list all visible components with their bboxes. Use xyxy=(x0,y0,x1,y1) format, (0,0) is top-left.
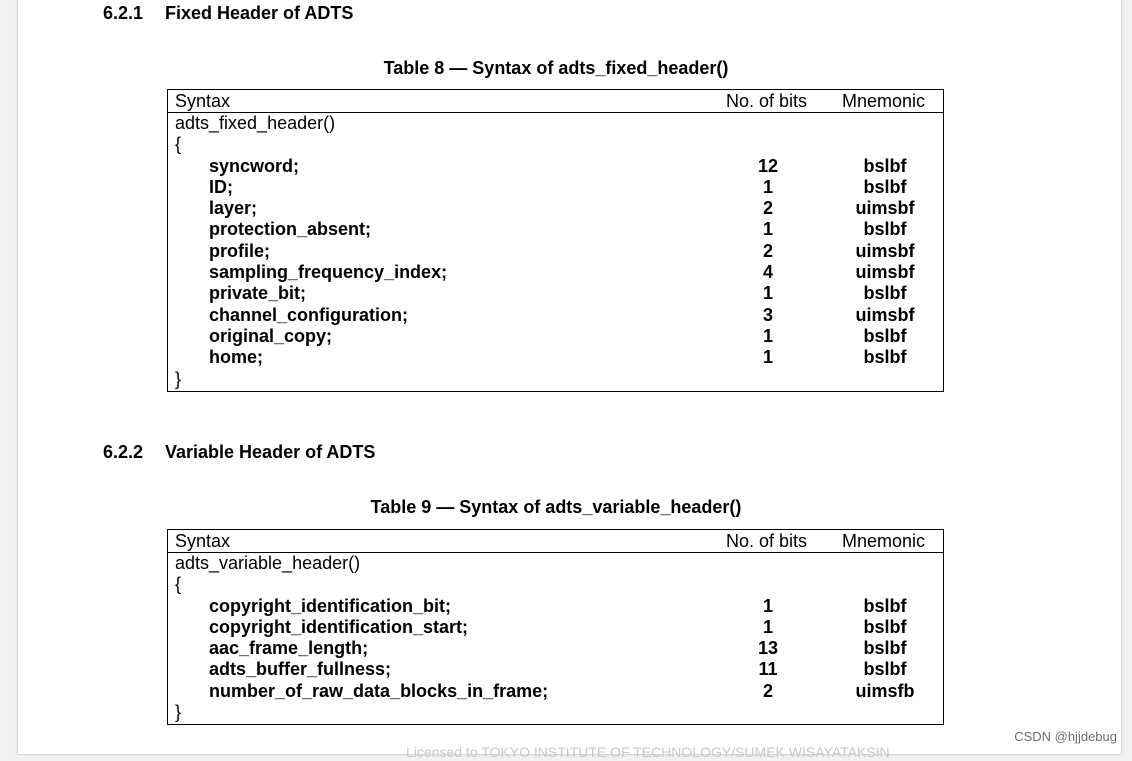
mnemonic: bslbf xyxy=(863,176,907,197)
table-row xyxy=(168,283,943,304)
bit-count: 12 xyxy=(757,155,779,176)
field-name: aac_frame_length; xyxy=(209,638,369,659)
bit-count: 2 xyxy=(762,680,773,701)
table-row xyxy=(168,617,943,638)
open-brace: { xyxy=(175,574,182,595)
bit-count: 1 xyxy=(762,616,773,637)
mnemonic: bslbf xyxy=(863,219,907,240)
table-row xyxy=(168,241,943,262)
field-name: syncword; xyxy=(209,155,300,176)
field-name: private_bit; xyxy=(209,283,307,304)
open-brace: { xyxy=(175,134,182,155)
function-name: adts_fixed_header() xyxy=(175,113,336,133)
mnemonic: uimsbf xyxy=(855,240,915,261)
bit-count: 11 xyxy=(758,659,778,680)
mnemonic: bslbf xyxy=(863,347,907,368)
field-name: home; xyxy=(209,347,263,368)
mnemonic: uimsbf xyxy=(855,198,915,219)
field-name: original_copy; xyxy=(209,325,333,346)
bit-count: 13 xyxy=(757,638,779,659)
table-caption-fixed: Table 8 — Syntax of adts_fixed_header() xyxy=(383,58,729,78)
field-name: ID; xyxy=(209,176,233,197)
table-row xyxy=(168,156,943,177)
field-name: copyright_identification_start; xyxy=(209,616,469,637)
document-page xyxy=(18,0,1121,760)
mnemonic: bslbf xyxy=(863,325,907,346)
mnemonic: bslbf xyxy=(863,283,907,304)
section-title: Fixed Header of ADTS xyxy=(165,3,354,23)
syntax-table-variable xyxy=(167,529,944,725)
table-header-row xyxy=(168,90,943,113)
mnemonic: bslbf xyxy=(863,638,907,659)
mnemonic: bslbf xyxy=(863,595,907,616)
bit-count: 1 xyxy=(762,219,773,240)
mnemonic: uimsfb xyxy=(855,680,915,701)
table-header-row xyxy=(168,530,943,553)
section-title: Variable Header of ADTS xyxy=(165,442,376,462)
header-mnemonic: Mnemonic xyxy=(842,531,926,551)
section-number: 6.2.2 xyxy=(103,442,144,462)
bit-count: 1 xyxy=(762,283,773,304)
table-body xyxy=(168,553,943,723)
mnemonic: uimsbf xyxy=(855,304,915,325)
close-brace-line xyxy=(168,702,943,723)
bit-count: 1 xyxy=(762,347,773,368)
function-signature-line xyxy=(168,553,943,574)
table-row xyxy=(168,659,943,680)
bit-count: 1 xyxy=(762,325,773,346)
bit-count: 3 xyxy=(762,304,773,325)
close-brace: } xyxy=(175,702,182,723)
bit-count: 4 xyxy=(762,262,773,283)
bit-count: 2 xyxy=(762,198,773,219)
function-name: adts_variable_header() xyxy=(175,553,361,573)
table-row xyxy=(168,198,943,219)
syntax-table-fixed xyxy=(167,89,944,392)
field-name: layer; xyxy=(209,198,258,219)
license-notice: Licensed to TOKYO INSTITUTE OF TECHNOLOGY/SUMEK WISAYATAKSIN xyxy=(406,744,890,760)
table-row xyxy=(168,177,943,198)
field-name: adts_buffer_fullness; xyxy=(209,659,392,680)
mnemonic: bslbf xyxy=(863,155,907,176)
section-number: 6.2.1 xyxy=(103,3,144,23)
open-brace-line xyxy=(168,574,943,595)
bit-count: 2 xyxy=(762,240,773,261)
close-brace-line xyxy=(168,369,943,390)
bit-count: 1 xyxy=(762,595,773,616)
header-mnemonic: Mnemonic xyxy=(842,91,926,111)
table-body xyxy=(168,113,943,390)
watermark: CSDN @hjjdebug xyxy=(1014,729,1117,744)
field-name: channel_configuration; xyxy=(209,304,409,325)
function-signature-line xyxy=(168,113,943,134)
field-name: number_of_raw_data_blocks_in_frame; xyxy=(209,680,549,701)
mnemonic: uimsbf xyxy=(855,262,915,283)
header-bits: No. of bits xyxy=(726,531,808,551)
close-brace: } xyxy=(175,368,182,389)
section-heading-variable xyxy=(103,441,375,463)
table-row xyxy=(168,596,943,617)
field-name: sampling_frequency_index; xyxy=(209,262,448,283)
table-row xyxy=(168,681,943,702)
field-name: profile; xyxy=(209,240,270,261)
table-row xyxy=(168,638,943,659)
mnemonic: bslbf xyxy=(863,616,907,637)
bit-count: 1 xyxy=(762,176,773,197)
table-row xyxy=(168,262,943,283)
mnemonic: bslbf xyxy=(863,659,907,680)
table-row xyxy=(168,326,943,347)
header-syntax: Syntax xyxy=(175,531,231,551)
header-syntax: Syntax xyxy=(175,91,231,111)
table-row xyxy=(168,305,943,326)
table-caption-variable: Table 9 — Syntax of adts_variable_header() xyxy=(370,497,742,517)
section-heading-fixed xyxy=(103,2,353,24)
field-name: protection_absent; xyxy=(209,219,372,240)
header-bits: No. of bits xyxy=(726,91,808,111)
field-name: copyright_identification_bit; xyxy=(209,595,452,616)
table-row xyxy=(168,219,943,240)
table-row xyxy=(168,347,943,368)
open-brace-line xyxy=(168,134,943,155)
